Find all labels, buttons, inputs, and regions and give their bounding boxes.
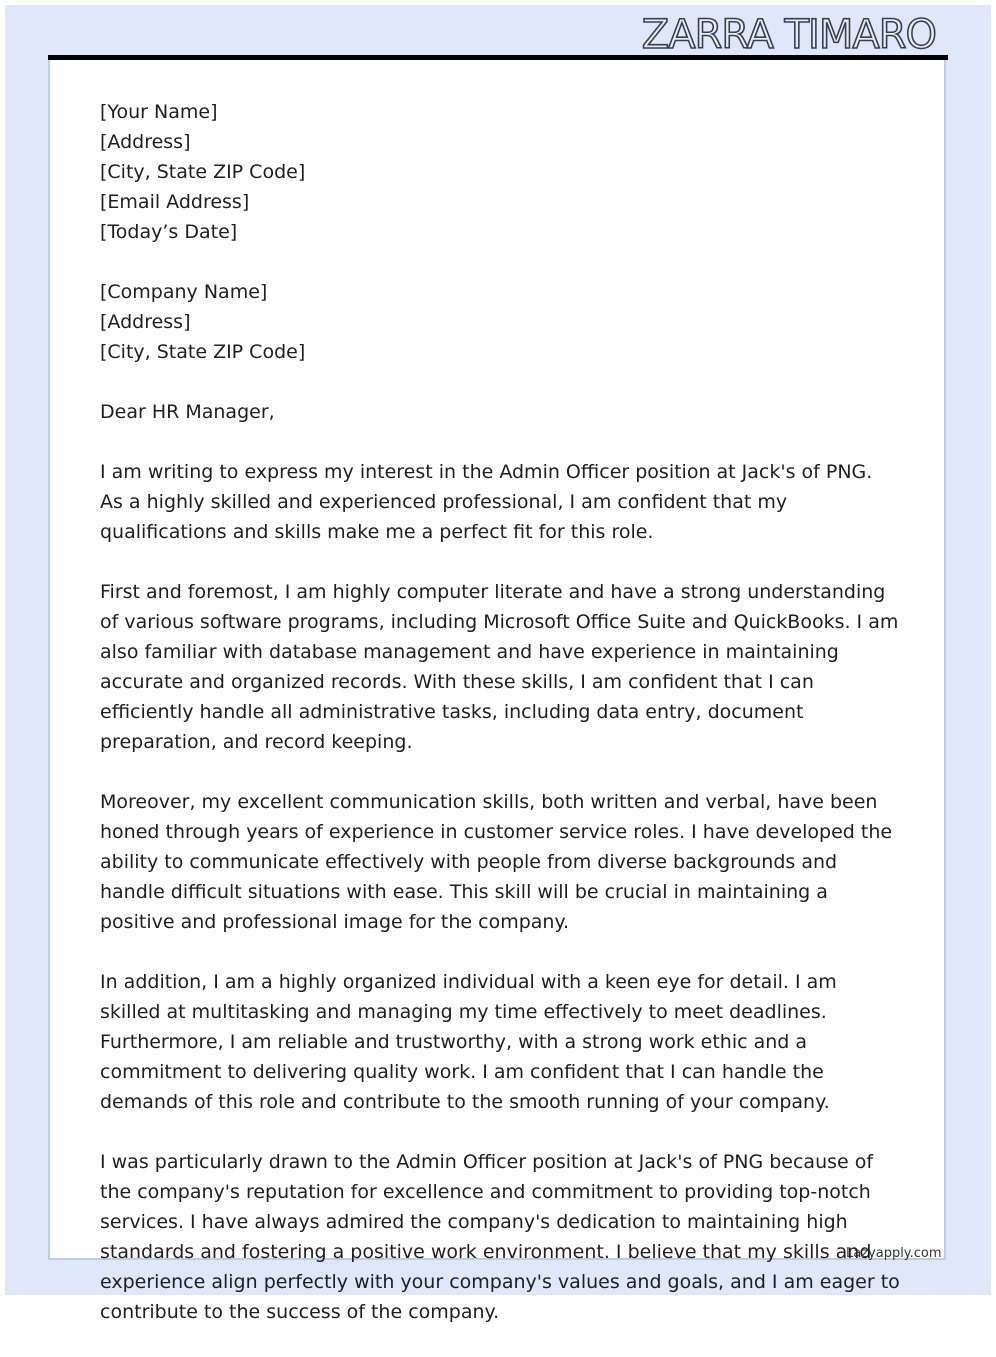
paragraph: First and foremost, I am highly computer literate and have a strong understanding of various software programs, including Microsoft Office Suite and QuickBooks. I am also familiar with database management and have experience in maintaining accurate and organized records. With these skills, I am confident that I can efficiently handle all administrative tasks, including data entry, document preparation, and record keeping. [100,581,899,753]
recipient-line: [City, State ZIP Code] [100,341,306,363]
sender-line: [City, State ZIP Code] [100,161,306,183]
paragraph: I am writing to express my interest in the Admin Officer position at Jack's of PNG. As a highly skilled and experienced professional, I am confident that my qualifications and skills make me a perfect fit for this role. [100,461,873,543]
sender-block [100,97,900,247]
spacer [100,367,900,397]
watermark: Lazyapply.com [846,1246,942,1261]
salutation: Dear HR Manager, [100,401,275,423]
recipient-line: [Company Name] [100,281,268,303]
sender-line: [Email Address] [100,191,250,213]
sender-line: [Your Name] [100,101,218,123]
spacer [100,247,900,277]
paragraph: In addition, I am a highly organized individual with a keen eye for detail. I am skilled at multitasking and managing my time effectively to meet deadlines. Furthermore, I am reliable and trustworthy, with a strong work ethic and a commitment to delivering quality work. I am confident that I can handle the demands of this role and contribute to the smooth running of your company. [100,971,837,1113]
recipient-block [100,277,900,367]
sender-line: [Address] [100,131,191,153]
recipient-line: [Address] [100,311,191,333]
sender-line: [Today’s Date] [100,221,238,243]
spacer [100,427,900,457]
paragraph: I was particularly drawn to the Admin Officer position at Jack's of PNG because of the company's reputation for excellence and commitment to providing top-notch services. I have always admired the company's dedication to maintaining high standards and fostering a positive work environment. I believe that my skills and experience align perfectly with your company's values and goals, and I am eager to contribute to the success of the company. [100,1151,900,1323]
paragraph: Moreover, my excellent communication skills, both written and verbal, have been honed through years of experience in customer service roles. I have developed the ability to communicate effectively with people from diverse backgrounds and handle difficult situations with ease. This skill will be crucial in maintaining a positive and professional image for the company. [100,791,893,933]
letter-body [100,97,900,1357]
brand-name: ZARRA TIMARO [641,12,936,58]
